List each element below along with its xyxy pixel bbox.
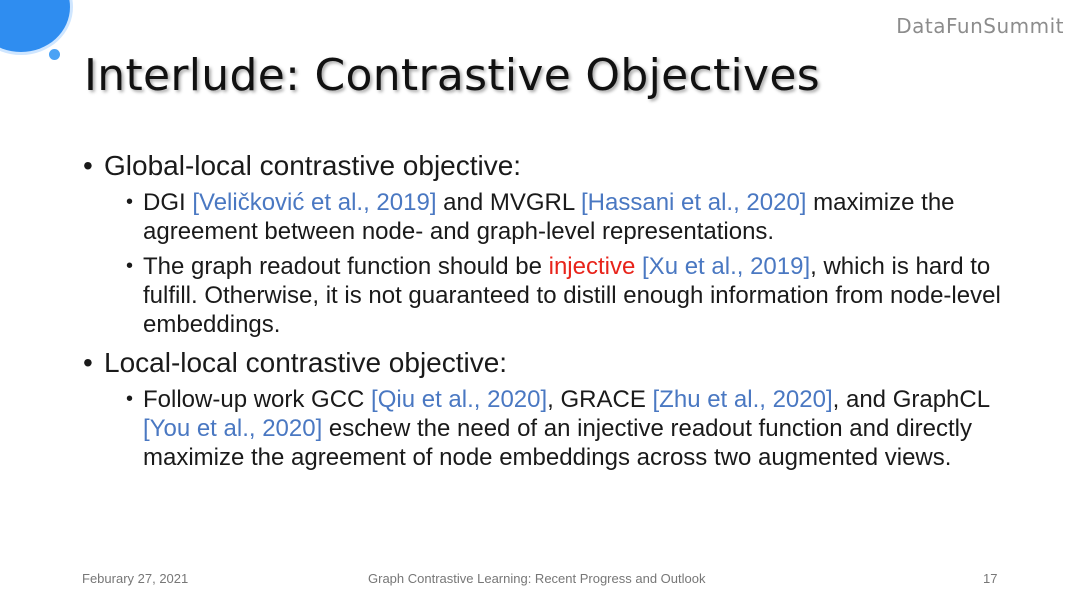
footer-date: Feburary 27, 2021 (82, 571, 189, 586)
bullet-marker: • (126, 388, 134, 410)
text-run: , GRACE (547, 386, 653, 413)
brand-logo-text: DataFunSummit (896, 14, 1064, 38)
section-heading: Global-local contrastive objective: (104, 150, 522, 181)
text-run: maximize the agreement between node- and graph-level representations. (143, 189, 955, 245)
citation: [Xu et al., 2019] (642, 253, 811, 280)
text-run: eschew the need of an injective readout function and directly maximize the agreement of node embeddings across two augmented views. (143, 415, 973, 471)
footer-title: Graph Contrastive Learning: Recent Progress and Outlook (368, 571, 706, 586)
citation: [Veličković et al., 2019] (192, 189, 437, 216)
bullet-list (80, 148, 1040, 472)
decorative-circle-small (49, 49, 60, 60)
footer-page-number: 17 (983, 571, 998, 586)
text-run: Follow-up work GCC (143, 386, 372, 413)
citation: [Zhu et al., 2020] (652, 386, 833, 413)
section-bullet (80, 148, 1040, 339)
sub-bullet (104, 252, 1040, 339)
section-heading: Local-local contrastive objective: (104, 347, 508, 378)
citation: [You et al., 2020] (143, 415, 323, 442)
sub-bullet (104, 188, 1040, 246)
decorative-circle-large (0, 0, 70, 52)
text-run: and MVGRL (436, 189, 581, 216)
sub-bullet-list (104, 188, 1040, 339)
slide-title: Interlude: Contrastive Objectives (84, 50, 820, 101)
emphasis-text: injective (548, 253, 636, 280)
bullet-marker: • (83, 347, 93, 378)
citation: [Qiu et al., 2020] (371, 386, 548, 413)
section-bullet (80, 345, 1040, 472)
sub-bullet (104, 385, 1040, 472)
text-run: , and GraphCL (832, 386, 990, 413)
citation: [Hassani et al., 2020] (581, 189, 807, 216)
slide-content (80, 148, 1040, 478)
bullet-marker: • (126, 255, 134, 277)
bullet-marker: • (83, 150, 93, 181)
bullet-marker: • (126, 191, 134, 213)
sub-bullet-list (104, 385, 1040, 472)
text-run: DGI (143, 189, 193, 216)
text-run: , which is hard to fulfill. Otherwise, it is not guaranteed to distill enough information from node-level embeddings. (143, 253, 1001, 338)
text-run: The graph readout function should be (143, 253, 549, 280)
text-run (635, 253, 642, 280)
